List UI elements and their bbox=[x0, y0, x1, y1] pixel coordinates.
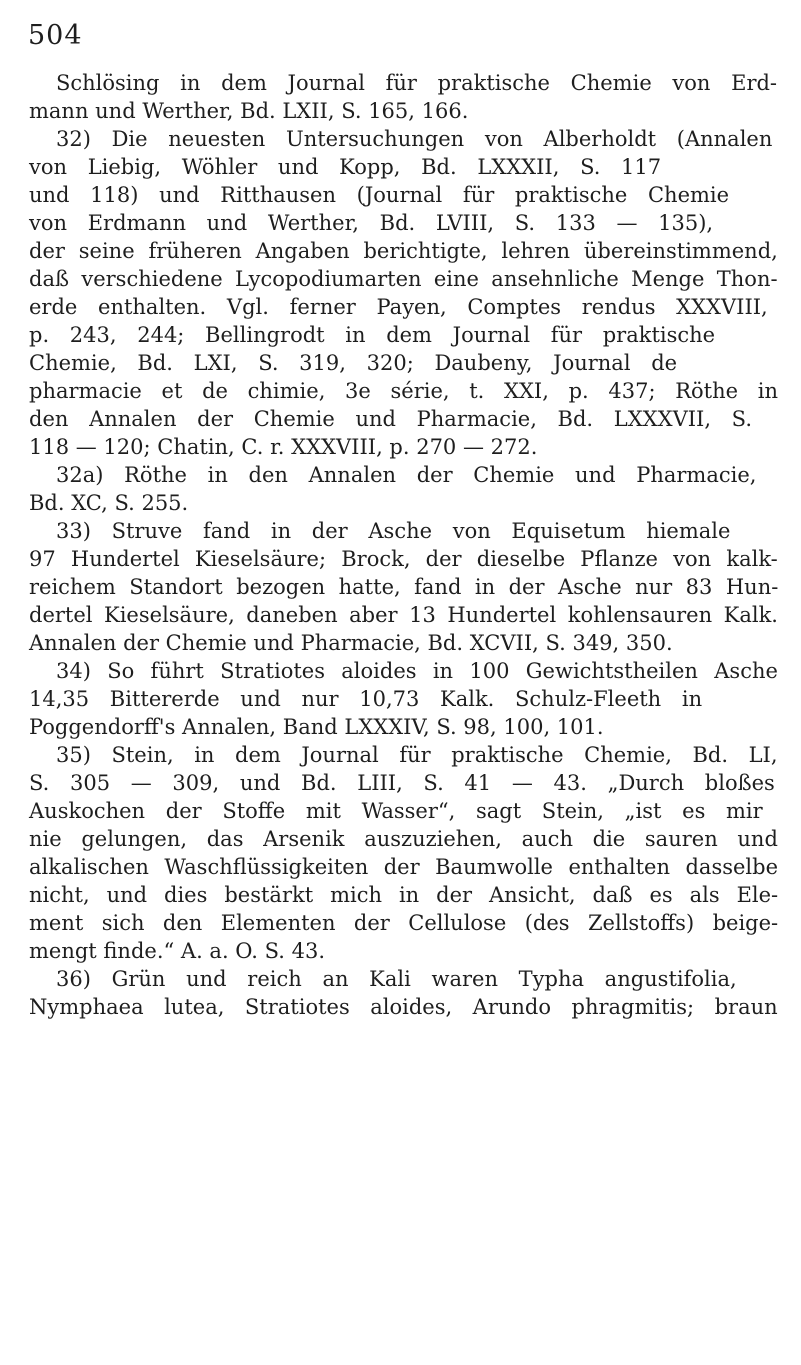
text-line: 14,35 Bittererde und nur 10,73 Kalk. Schulz-Fleeth in bbox=[29, 687, 703, 711]
text-line: dertel Kieselsäure, daneben aber 13 Hundertel kohlensauren Kalk. bbox=[29, 603, 778, 627]
text-line: und 118) und Ritthausen (Journal für praktische Chemie bbox=[29, 183, 730, 207]
text-line: Schlösing in dem Journal für praktische Chemie von Erd- bbox=[56, 71, 778, 95]
text-line: nie gelungen, das Arsenik auszuziehen, auch die sauren und bbox=[29, 827, 778, 851]
text-line: Chemie, Bd. LXI, S. 319, 320; Daubeny, Journal de bbox=[29, 351, 678, 375]
text-line: mann und Werther, Bd. LXII, S. 165, 166. bbox=[29, 99, 469, 123]
text-line: S. 305 — 309, und Bd. LIII, S. 41 — 43. „Durch bloßes bbox=[29, 771, 775, 795]
text-line: reichem Standort bezogen hatte, fand in der Asche nur 83 Hun- bbox=[29, 575, 779, 599]
text-line: erde enthalten. Vgl. ferner Payen, Comptes rendus XXXVIII, bbox=[29, 295, 768, 319]
text-line: Poggendorff's Annalen, Band LXXXIV, S. 98, 100, 101. bbox=[29, 715, 604, 739]
text-line: von Liebig, Wöhler und Kopp, Bd. LXXXII, S. 117 bbox=[29, 155, 662, 179]
text-line: Auskochen der Stoffe mit Wasser“, sagt Stein, „ist es mir bbox=[29, 799, 763, 823]
text-line: alkalischen Waschflüssigkeiten der Baumwolle enthalten dasselbe bbox=[29, 855, 779, 879]
text-line: Annalen der Chemie und Pharmacie, Bd. XCVII, S. 349, 350. bbox=[29, 631, 673, 655]
text-line: p. 243, 244; Bellingrodt in dem Journal für praktische bbox=[29, 323, 716, 347]
text-line: 33) Struve fand in der Asche von Equisetum hiemale bbox=[56, 519, 731, 543]
text-line: Bd. XC, S. 255. bbox=[29, 491, 189, 515]
text-line: pharmacie et de chimie, 3e série, t. XXI, p. 437; Röthe in bbox=[29, 379, 778, 403]
text-line: von Erdmann und Werther, Bd. LVIII, S. 133 — 135), bbox=[29, 211, 714, 235]
text-line: 35) Stein, in dem Journal für praktische Chemie, Bd. LI, bbox=[56, 743, 778, 767]
text-line: ment sich den Elementen der Cellulose (des Zellstoffs) beige- bbox=[29, 911, 779, 935]
text-line: 97 Hundertel Kieselsäure; Brock, der dieselbe Pflanze von kalk- bbox=[29, 547, 778, 571]
text-line: 36) Grün und reich an Kali waren Typha angustifolia, bbox=[56, 967, 737, 991]
text-line: daß verschiedene Lycopodiumarten eine ansehnliche Menge Thon- bbox=[29, 267, 778, 291]
text-line: nicht, und dies bestärkt mich in der Ansicht, daß es als Ele- bbox=[29, 883, 779, 907]
text-line: 32) Die neuesten Untersuchungen von Alberholdt (Annalen bbox=[56, 127, 773, 151]
text-line: 32a) Röthe in den Annalen der Chemie und Pharmacie, bbox=[56, 463, 757, 487]
text-line: der seine früheren Angaben berichtigte, lehren übereinstimmend, bbox=[29, 239, 778, 263]
text-line: mengt finde.“ A. a. O. S. 43. bbox=[29, 939, 326, 963]
text-line: Nymphaea lutea, Stratiotes aloides, Arundo phragmitis; braun bbox=[29, 995, 778, 1019]
text-line: den Annalen der Chemie und Pharmacie, Bd. LXXXVII, S. bbox=[29, 407, 752, 431]
page-number: 504 bbox=[28, 20, 83, 51]
text-line: 34) So führt Stratiotes aloides in 100 Gewichtstheilen Asche bbox=[56, 659, 778, 683]
text-line: 118 — 120; Chatin, C. r. XXXVIII, p. 270 — 272. bbox=[29, 435, 538, 459]
